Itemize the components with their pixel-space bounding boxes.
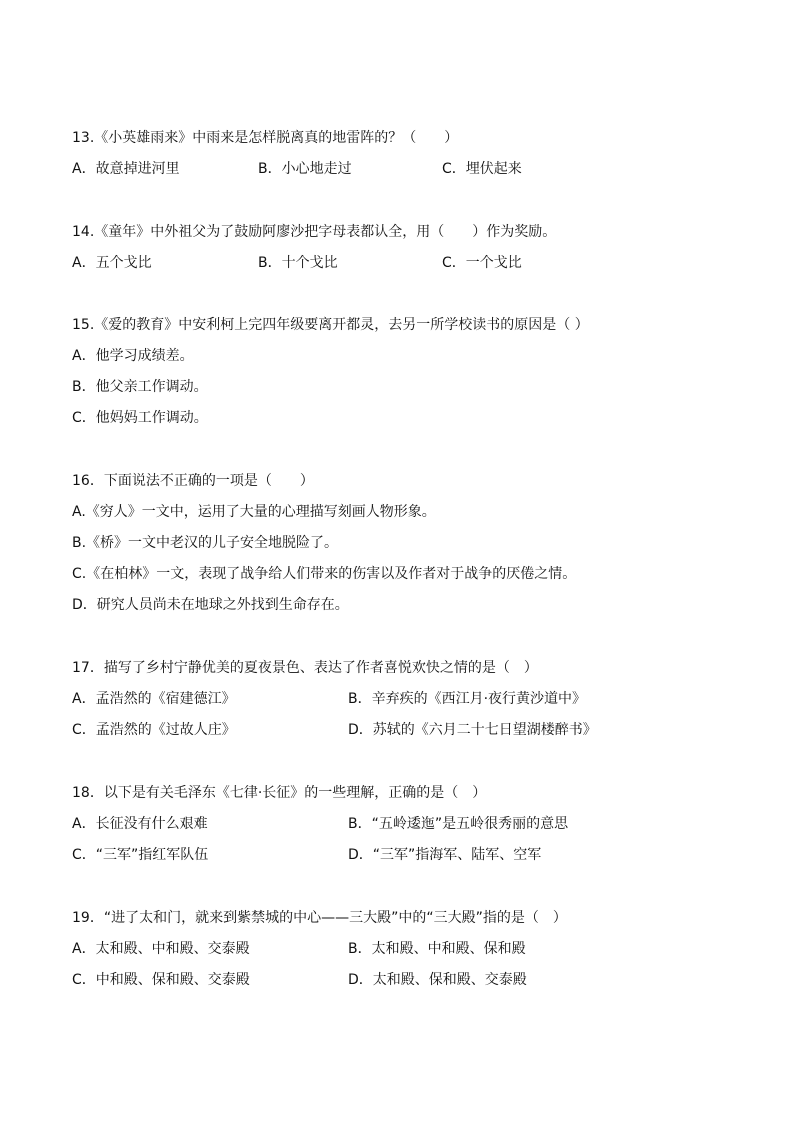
question-13-stem: 13.《小英雄雨来》中雨来是怎样脱离真的地雷阵的？（ ） <box>72 130 459 146</box>
question-14-option-b: B．十个戈比 <box>258 255 338 271</box>
question-16-option-c: C.《在柏林》一文，表现了战争给人们带来的伤害以及作者对于战争的厌倦之情。 <box>72 566 577 582</box>
question-19-stem: 19．“进了太和门，就来到紫禁城的中心——三大殿”中的“三大殿”指的是（ ） <box>72 910 567 926</box>
question-16-option-b: B.《桥》一文中老汉的儿子安全地脱险了。 <box>72 535 339 551</box>
question-16-stem: 16．下面说法不正确的一项是（ ） <box>72 473 314 489</box>
question-17-option-a: A．孟浩然的《宿建德江》 <box>72 691 236 707</box>
question-15-option-c: C．他妈妈工作调动。 <box>72 410 208 426</box>
question-18-option-c: C．“三军”指红军队伍 <box>72 847 209 863</box>
question-13-option-b: B．小心地走过 <box>258 161 352 177</box>
question-18-option-b: B．“五岭逶迤”是五岭很秀丽的意思 <box>348 816 569 832</box>
question-18-option-d: D．“三军”指海军、陆军、空军 <box>348 847 542 863</box>
question-15-option-b: B．他父亲工作调动。 <box>72 379 208 395</box>
question-16-option-d: D．研究人员尚未在地球之外找到生命存在。 <box>72 597 349 613</box>
question-16-option-a: A.《穷人》一文中，运用了大量的心理描写刻画人物形象。 <box>72 504 436 520</box>
question-17-option-c: C．孟浩然的《过故人庄》 <box>72 722 236 738</box>
question-17-stem: 17．描写了乡村宁静优美的夏夜景色、表达了作者喜悦欢快之情的是（ ） <box>72 660 538 676</box>
question-19-option-c: C．中和殿、保和殿、交泰殿 <box>72 972 250 988</box>
question-18-option-a: A．长征没有什么艰难 <box>72 816 208 832</box>
question-13-option-a: A．故意掉进河里 <box>72 161 180 177</box>
question-14-option-c: C．一个戈比 <box>442 255 522 271</box>
question-17-option-b: B．辛弃疾的《西江月·夜行黄沙道中》 <box>348 691 587 707</box>
question-17-option-d: D．苏轼的《六月二十七日望湖楼醉书》 <box>348 722 597 738</box>
question-13-option-c: C．埋伏起来 <box>442 161 522 177</box>
question-14-option-a: A．五个戈比 <box>72 255 152 271</box>
question-19-option-b: B．太和殿、中和殿、保和殿 <box>348 941 526 957</box>
question-14-stem: 14.《童年》中外祖父为了鼓励阿廖沙把字母表都认全，用（ ）作为奖励。 <box>72 224 557 240</box>
question-15-option-a: A．他学习成绩差。 <box>72 348 194 364</box>
question-15-stem: 15.《爱的教育》中安利柯上完四年级要离开都灵，去另一所学校读书的原因是（ ） <box>72 317 589 333</box>
question-19-option-d: D．太和殿、保和殿、交泰殿 <box>348 972 527 988</box>
question-18-stem: 18．以下是有关毛泽东《七律·长征》的一些理解，正确的是（ ） <box>72 785 487 801</box>
question-19-option-a: A．太和殿、中和殿、交泰殿 <box>72 941 250 957</box>
